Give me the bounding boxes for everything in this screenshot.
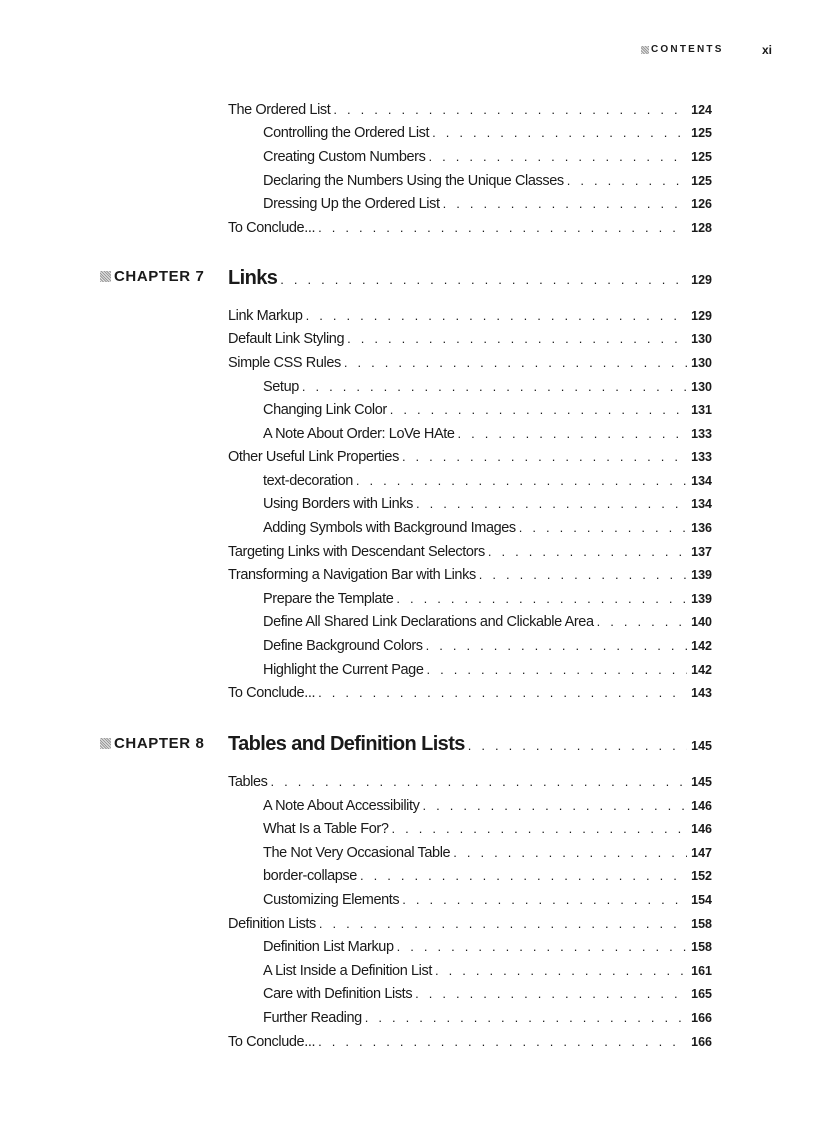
toc-entry-page: 147 [691, 846, 712, 860]
chapter-8-heading[interactable] [228, 729, 712, 755]
toc-entry[interactable] [228, 913, 712, 933]
toc-subentry[interactable] [263, 865, 712, 885]
toc-entry-title: Definition List Markup [263, 939, 394, 955]
toc-subentry[interactable] [263, 376, 712, 396]
dot-leader [397, 938, 687, 956]
toc-entry-page: 131 [691, 403, 712, 417]
toc-subentry[interactable] [263, 659, 712, 679]
chapter-8-label-text: CHAPTER 8 [114, 735, 205, 752]
toc-entry-title: Creating Custom Numbers [263, 149, 426, 165]
dot-leader [280, 271, 687, 289]
toc-entry-page: 130 [691, 332, 712, 346]
toc-entry-title: To Conclude... [228, 1034, 316, 1050]
toc-subentry[interactable] [263, 889, 712, 909]
shaded-square-icon [100, 271, 111, 282]
toc-entry[interactable] [228, 1031, 712, 1051]
chapter-7-page: 129 [691, 273, 712, 287]
toc-entry-page: 143 [691, 686, 712, 700]
toc-entry-title: Dressing Up the Ordered List [263, 196, 440, 212]
toc-entry-title: Prepare the Template [263, 591, 394, 607]
toc-entry-page: 146 [691, 822, 712, 836]
toc-entry-title: Tables [228, 774, 268, 790]
toc-entry-page: 142 [691, 663, 712, 677]
dot-leader [453, 844, 687, 862]
toc-entry-page: 136 [691, 521, 712, 535]
toc-entry-page: 137 [691, 545, 712, 559]
toc-entry-title: Using Borders with Links [263, 496, 413, 512]
dot-leader [365, 1009, 687, 1027]
toc-entry-title: Definition Lists [228, 916, 316, 932]
toc-entry-title: Changing Link Color [263, 402, 387, 418]
toc-subentry[interactable] [263, 588, 712, 608]
toc-entry-page: 154 [691, 893, 712, 907]
dot-leader [567, 172, 687, 190]
toc-entry-page: 142 [691, 639, 712, 653]
toc-subentry[interactable] [263, 399, 712, 419]
running-head-section [641, 44, 724, 55]
toc-subentry[interactable] [263, 423, 712, 443]
toc-entry-page: 158 [691, 917, 712, 931]
toc-subentry[interactable] [263, 493, 712, 513]
chapter-7-heading[interactable] [228, 263, 712, 289]
toc-entry-title: border-collapse [263, 868, 357, 884]
toc-entry[interactable] [228, 771, 712, 791]
toc-entry-title: Define All Shared Link Declarations and Clickable Area [263, 614, 594, 630]
shaded-square-icon [100, 738, 111, 749]
toc-entry[interactable] [228, 305, 712, 325]
toc-entry-title: A Note About Order: LoVe HAte [263, 426, 455, 442]
dot-leader [356, 472, 687, 490]
toc-entry-title: Targeting Links with Descendant Selectors [228, 544, 485, 560]
toc-entry[interactable] [228, 541, 712, 561]
toc-entry-page: 158 [691, 940, 712, 954]
toc-entry-title: A Note About Accessibility [263, 798, 420, 814]
toc-entry-page: 161 [691, 964, 712, 978]
dot-leader [432, 124, 687, 142]
dot-leader [428, 148, 687, 166]
toc-entry-page: 140 [691, 615, 712, 629]
toc-entry-title: A List Inside a Definition List [263, 963, 432, 979]
toc-entry-page: 124 [691, 103, 712, 117]
dot-leader [415, 985, 687, 1003]
toc-entry-page: 145 [691, 775, 712, 789]
dot-leader [344, 354, 687, 372]
toc-subentry[interactable] [263, 960, 712, 980]
toc-subentry[interactable] [263, 611, 712, 631]
toc-entry-title: Declaring the Numbers Using the Unique Classes [263, 173, 564, 189]
toc-entry-page: 152 [691, 869, 712, 883]
dot-leader [390, 401, 687, 419]
dot-leader [392, 820, 687, 838]
toc-subentry[interactable] [263, 517, 712, 537]
toc-entry-title: Define Background Colors [263, 638, 423, 654]
toc-entry-page: 146 [691, 799, 712, 813]
toc-entry-title: Controlling the Ordered List [263, 125, 430, 141]
toc-entry-title: Link Markup [228, 308, 303, 324]
dot-leader [597, 613, 687, 631]
toc-entry-title: Highlight the Current Page [263, 662, 424, 678]
toc-entry-page: 129 [691, 309, 712, 323]
toc-entry[interactable] [228, 352, 712, 372]
toc-entry-title: To Conclude... [228, 685, 316, 701]
toc-subentry[interactable] [263, 842, 712, 862]
toc-entry-title: What Is a Table For? [263, 821, 389, 837]
toc-entry-page: 126 [691, 197, 712, 211]
dot-leader [306, 307, 687, 325]
toc-entry-page: 125 [691, 174, 712, 188]
toc-entry-title: Adding Symbols with Background Images [263, 520, 516, 536]
dot-leader [402, 891, 687, 909]
toc-entry-page: 165 [691, 987, 712, 1001]
toc-entry-title: Transforming a Navigation Bar with Links [228, 567, 476, 583]
page-number: xi [762, 43, 773, 57]
toc-subentry[interactable] [263, 1007, 712, 1027]
chapter-7-label-text: CHAPTER 7 [114, 268, 205, 285]
toc-entry[interactable] [228, 99, 712, 119]
toc-subentry[interactable] [263, 170, 712, 190]
toc-subentry[interactable] [263, 795, 712, 815]
dot-leader [519, 519, 687, 537]
toc-entry-page: 133 [691, 450, 712, 464]
dot-leader [347, 330, 687, 348]
toc-entry[interactable] [228, 682, 712, 702]
toc-entry-title: To Conclude... [228, 220, 316, 236]
toc-subentry[interactable] [263, 936, 712, 956]
chapter-8-label [100, 735, 210, 752]
toc-entry-title: Customizing Elements [263, 892, 400, 908]
dot-leader [422, 797, 687, 815]
toc-entry-title: Further Reading [263, 1010, 362, 1026]
dot-leader [426, 661, 687, 679]
dot-leader [318, 1033, 687, 1051]
toc-subentry[interactable] [263, 470, 712, 490]
dot-leader [458, 425, 687, 443]
dot-leader [319, 915, 687, 933]
toc-subentry[interactable] [263, 193, 712, 213]
toc-entry[interactable] [228, 446, 712, 466]
toc-entry-title: Default Link Styling [228, 331, 345, 347]
toc-entry-title: Other Useful Link Properties [228, 449, 399, 465]
toc-subentry[interactable] [263, 122, 712, 142]
toc-entry-title: Setup [263, 379, 299, 395]
toc-entry-page: 133 [691, 427, 712, 441]
dot-leader [426, 637, 687, 655]
toc-entry-title: text-decoration [263, 473, 353, 489]
dot-leader [318, 219, 687, 237]
running-head-section-text: CONTENTS [651, 44, 724, 55]
chapter-7-label [100, 268, 210, 285]
dot-leader [468, 737, 687, 755]
toc-entry-title: Simple CSS Rules [228, 355, 341, 371]
toc-subentry[interactable] [263, 818, 712, 838]
toc-subentry[interactable] [263, 983, 712, 1003]
dot-leader [435, 962, 687, 980]
toc-entry[interactable] [228, 328, 712, 348]
chapter-8-page: 145 [691, 739, 712, 753]
dot-leader [333, 101, 687, 119]
dot-leader [402, 448, 687, 466]
toc-entry-page: 139 [691, 592, 712, 606]
toc-entry-page: 134 [691, 474, 712, 488]
toc-entry[interactable] [228, 564, 712, 584]
dot-leader [318, 684, 687, 702]
toc-subentry[interactable] [263, 146, 712, 166]
dot-leader [479, 566, 687, 584]
toc-entry-page: 125 [691, 126, 712, 140]
chapter-7-title: Links [228, 267, 278, 289]
toc-entry-title: The Not Very Occasional Table [263, 845, 451, 861]
dot-leader [416, 495, 687, 513]
toc-entry-title: Care with Definition Lists [263, 986, 413, 1002]
dot-leader [443, 195, 687, 213]
toc-entry-page: 125 [691, 150, 712, 164]
toc-entry-page: 130 [691, 380, 712, 394]
shaded-square-icon [641, 46, 649, 54]
toc-entry-page: 134 [691, 497, 712, 511]
toc-entry-title: The Ordered List [228, 102, 331, 118]
dot-leader [488, 543, 687, 561]
toc-subentry[interactable] [263, 635, 712, 655]
toc-entry[interactable] [228, 217, 712, 237]
toc-entry-page: 166 [691, 1035, 712, 1049]
dot-leader [396, 590, 687, 608]
dot-leader [360, 867, 687, 885]
toc-entry-page: 128 [691, 221, 712, 235]
toc-entry-page: 130 [691, 356, 712, 370]
dot-leader [302, 378, 687, 396]
chapter-8-title: Tables and Definition Lists [228, 733, 465, 755]
dot-leader [271, 773, 687, 791]
toc-entry-page: 166 [691, 1011, 712, 1025]
toc-entry-page: 139 [691, 568, 712, 582]
running-head [0, 44, 816, 58]
